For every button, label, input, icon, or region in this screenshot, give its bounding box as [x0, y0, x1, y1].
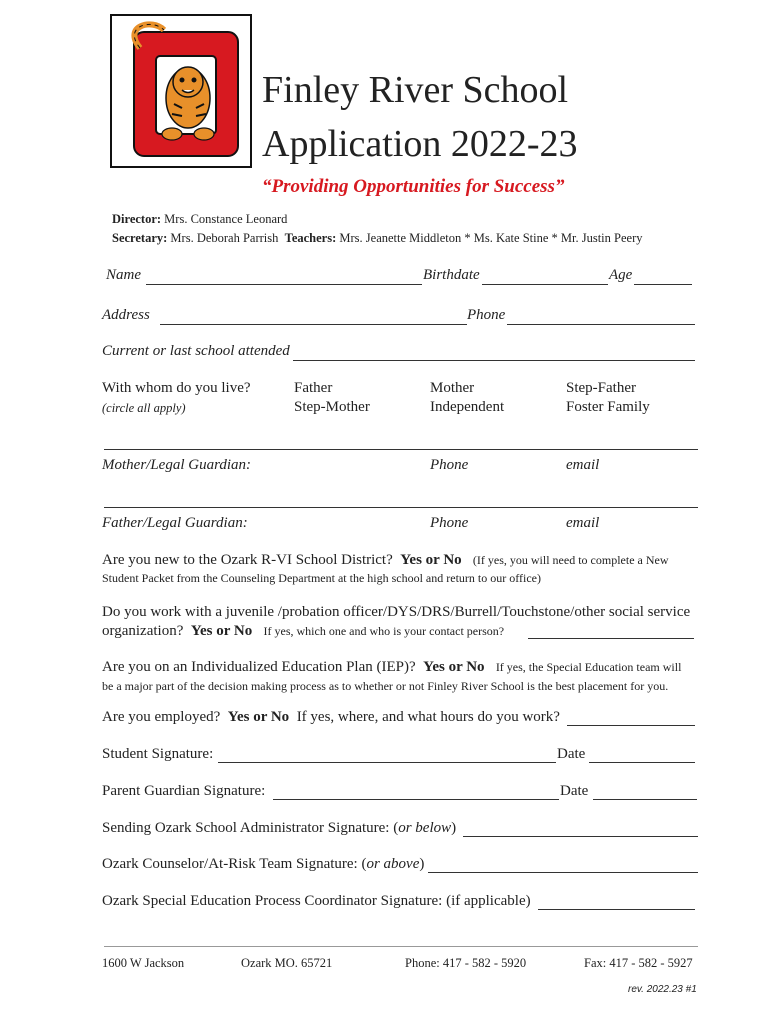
counselor-or-above: or above — [366, 856, 420, 872]
q2-text: Do you work with a juvenile /probation officer/DYS/DRS/Burrell/Touchstone/other social service — [102, 604, 691, 620]
footer-city: Ozark MO. 65721 — [241, 956, 333, 970]
school-label: Current or last school attended — [102, 343, 290, 359]
student-date-label: Date — [557, 746, 586, 762]
director-line — [112, 212, 287, 227]
parent-date-label: Date — [560, 783, 589, 799]
father-phone-label: Phone — [430, 515, 469, 531]
student-signature-label: Student Signature: — [102, 746, 214, 762]
parent-signature-label: Parent Guardian Signature: — [102, 783, 266, 799]
q3-yes-no[interactable]: Yes or No — [423, 659, 485, 675]
revision-note: rev. 2022.23 #1 — [628, 984, 697, 995]
counselor-signature-input[interactable] — [428, 872, 698, 873]
sending-prefix: Sending Ozark School Administrator Signature: ( — [102, 820, 399, 836]
q4-note: If yes, where, and what hours do you work? — [296, 709, 560, 725]
mother-email-label: email — [566, 457, 600, 473]
question-employed — [102, 709, 560, 726]
question-social-service — [102, 623, 504, 640]
mother-guardian-input[interactable] — [104, 449, 698, 450]
birthdate-label: Birthdate — [423, 267, 480, 283]
parent-date-input[interactable] — [593, 799, 697, 800]
secretary-label: Secretary: — [112, 231, 168, 245]
employment-input[interactable] — [567, 725, 695, 726]
parent-signature-input[interactable] — [273, 799, 559, 800]
question-new-district — [102, 552, 669, 569]
counselor-suffix: ) — [419, 856, 425, 872]
phone-label: Phone — [467, 307, 506, 323]
counselor-prefix: Ozark Counselor/At-Risk Team Signature: ( — [102, 856, 367, 872]
question-iep — [102, 659, 681, 676]
address-input[interactable] — [160, 324, 467, 325]
secretary-name: Mrs. Deborah Parrish — [170, 231, 279, 245]
director-name: Mrs. Constance Leonard — [164, 212, 288, 226]
option-step-father[interactable]: Step-Father — [566, 380, 636, 396]
q3-note-cont: be a major part of the decision making process as to whether or not Finley River School is the best placement for you. — [102, 679, 669, 693]
q3-note: If yes, the Special Education team will — [495, 660, 682, 674]
circle-note: (circle all apply) — [102, 401, 186, 415]
name-input[interactable] — [146, 284, 422, 285]
contact-person-input[interactable] — [528, 638, 694, 639]
sending-suffix: ) — [451, 820, 457, 836]
age-label: Age — [609, 267, 633, 283]
q1-text: Are you new to the Ozark R-VI School District? — [102, 552, 393, 568]
address-label: Address — [102, 307, 150, 323]
sending-or-below: or below — [398, 820, 452, 836]
slogan: “Providing Opportunities for Success” — [262, 176, 565, 197]
footer-fax: Fax: 417 - 582 - 5927 — [584, 956, 693, 970]
option-father[interactable]: Father — [294, 380, 333, 396]
footer-divider — [104, 946, 698, 947]
birthdate-input[interactable] — [482, 284, 608, 285]
footer-phone: Phone: 417 - 582 - 5920 — [405, 956, 527, 970]
q2-note: If yes, which one and who is your contact person? — [263, 624, 505, 638]
option-independent[interactable]: Independent — [430, 399, 505, 415]
title-line-1: Finley River School — [262, 69, 569, 111]
q2-text-cont: organization? — [102, 623, 184, 639]
age-input[interactable] — [634, 284, 692, 285]
option-foster-family[interactable]: Foster Family — [566, 399, 650, 415]
director-label: Director: — [112, 212, 162, 226]
title-line-2: Application 2022-23 — [262, 123, 578, 165]
q4-yes-no[interactable]: Yes or No — [227, 709, 290, 725]
mother-phone-label: Phone — [430, 457, 469, 473]
school-logo — [110, 14, 252, 168]
option-step-mother[interactable]: Step-Mother — [294, 399, 370, 415]
option-mother[interactable]: Mother — [430, 380, 475, 396]
school-input[interactable] — [293, 360, 695, 361]
live-with-label: With whom do you live? — [102, 380, 251, 396]
counselor-signature-label — [102, 856, 424, 873]
q1-yes-no[interactable]: Yes or No — [400, 552, 462, 568]
tiger-mascot-icon — [112, 16, 250, 166]
footer-street: 1600 W Jackson — [102, 956, 185, 970]
teachers-label: Teachers: — [284, 231, 337, 245]
father-email-label: email — [566, 515, 600, 531]
name-label: Name — [106, 267, 141, 283]
phone-input[interactable] — [507, 324, 695, 325]
sending-admin-signature-input[interactable] — [463, 836, 698, 837]
sped-signature-label: Ozark Special Education Process Coordinator Signature: (if applicable) — [102, 893, 531, 909]
father-guardian-label: Father/Legal Guardian: — [102, 515, 248, 531]
sending-admin-signature-label — [102, 820, 456, 837]
student-date-input[interactable] — [589, 762, 695, 763]
mother-guardian-label: Mother/Legal Guardian: — [102, 457, 252, 473]
q4-text: Are you employed? — [102, 709, 221, 725]
q1-note-cont: Student Packet from the Counseling Department at the high school and return to our office) — [102, 571, 542, 585]
q2-yes-no[interactable]: Yes or No — [190, 623, 253, 639]
q1-note: (If yes, you will need to complete a New — [472, 553, 669, 567]
q3-text: Are you on an Individualized Education Plan (IEP)? — [102, 659, 416, 675]
teachers-names: Mrs. Jeanette Middleton * Ms. Kate Stine * Mr. Justin Peery — [339, 231, 643, 245]
student-signature-input[interactable] — [218, 762, 556, 763]
staff-line — [112, 231, 643, 246]
sped-signature-input[interactable] — [538, 909, 695, 910]
father-guardian-input[interactable] — [104, 507, 698, 508]
